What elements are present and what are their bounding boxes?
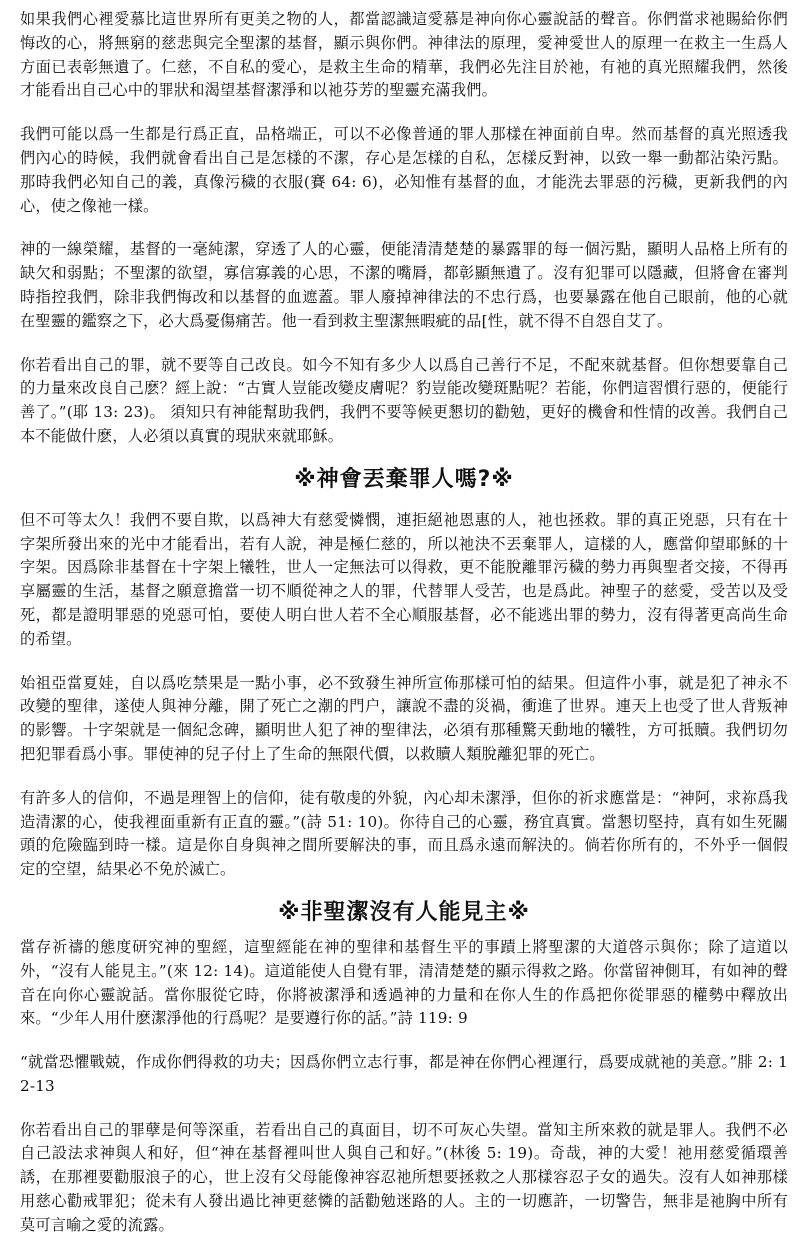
paragraph-light-of-glory: 神的一線榮耀，基督的一毫純潔，穿透了人的心靈，便能清清楚楚的暴露罪的每一個污點，顯明人品格上所有的缺欠和弱點；不聖潔的欲望，寡信寡義的心思，不潔的嘴脣，都彰顯無遺了。沒有犯罪可以隱藏，但將會在審判時指控我們，除非我們悔改和以基督的血遮蓋。罪人廢掉神律法的不忠行爲，也要暴露在他自己眼前，他的心就在聖靈的鑑察之下，必大爲憂傷痛苦。他一看到救主聖潔無暇疵的品[性，就不得不自怨自艾了。 (20, 240, 788, 330)
paragraph-do-not-wait: 你若看出自己的罪，就不要等自己改良。如今不知有多少人以爲自己善行不足，不配來就基督。但你想要靠自己的力量來改良自己麽？經上說：“古實人豈能改變皮膚呢？豹豈能改變斑點呢？若能，你們這習慣行惡的，便能行善了。”(耶 13: 23)。 須知只有神能幫助我們，我們不要等候更懇切的勸勉，更好的機會和性情的改善。我們自己本不能做什麽，人必須以真實的現狀來就耶穌。 (20, 355, 788, 445)
paragraph-intellectual-faith: 有許多人的信仰，不過是理智上的信仰，徒有敬虔的外貌，內心却未潔淨，但你的祈求應當是：“神阿，求祢爲我造清潔的心，使我裡面重新有正直的靈。”(詩 51: 10)。你待自己的心靈，務宜真實。當懇切堅持，真有如生死關頭的危險臨到時一樣。這是你自身與神之間所要解決的事，而且爲永遠而解決的。倘若你所有的，不外乎一個假定的空望，結果必不免於滅亡。 (20, 788, 788, 879)
paragraph-do-not-delay: 但不可等太久！我們不要自欺，以爲神大有慈愛憐憫，連拒絕祂恩惠的人，祂也拯救。罪的真正兇惡，只有在十字架所發出來的光中才能看出，若有人說，神是極仁慈的，所以祂決不丟棄罪人，這樣的人，應當仰望耶穌的十字架。因爲除非基督在十字架上犧牲，世人一定無法可以得救，更不能脫離罪污穢的勢力再與聖者交接，不得再享屬靈的生活，基督之願意擔當一切不順從神之人的罪，代替罪人受苦，也是爲此。神聖子的慈愛，受苦以及受死，都是證明罪惡的兇惡可怕，要使人明白世人若不全心順服基督，必不能逃出罪的勢力，沒有得著更高尚生命的希望。 (20, 510, 788, 648)
paragraph-love-of-christ: 如果我們心裡愛慕比這世界所有更美之物的人，都當認識這愛慕是神向你心靈說話的聲音。你們當求祂賜給你們悔改的心，將無窮的慈悲與完全聖潔的基督，顯示與你們。神律法的原理，愛神愛世人的原理一在救主一生爲人方面已表彰無遺了。仁慈，不自私的愛心，是救主生命的精華，我們必先注目於祂，有祂的真光照耀我們，然後才能看出自己心中的罪狀和渴望基督潔淨和以祂芬芳的聖靈充滿我們。 (20, 10, 788, 100)
document-page (20, 8, 788, 1258)
section-heading-holiness: ※非聖潔沒有人能見主※ (278, 899, 530, 925)
paragraph-philippians-quote: “就當恐懼戰兢，作成你們得救的功夫；因爲你們立志行事，都是神在你們心裡運行，爲要成就祂的美意。”腓 2: 12-13 (20, 1053, 788, 1095)
paragraph-self-righteousness: 我們可能以爲一生都是行爲正直，品格端正，可以不必像普通的罪人那樣在神面前自卑。然而基督的真光照透我們內心的時候，我們就會看出自己是怎樣的不潔，存心是怎樣的自私，怎樣反對神，以致一舉一動都沾染污點。那時我們必知自己的義，真像污穢的衣服(賽 64: 6)，必知惟有基督的血，才能洗去罪惡的污穢，更新我們的內心，使之像祂一樣。 (20, 125, 788, 215)
paragraph-adam-and-eve: 始祖亞當夏娃，自以爲吃禁果是一點小事，必不致發生神所宣佈那樣可怕的結果。但這件小事，就是犯了神永不改變的聖律，遂使人與神分離，開了死亡之潮的門户，讓說不盡的災禍，衝進了世界。連天上也受了世人背叛神的影響。十字架就是一個紀念碑，顯明世人犯了神的聖律法，必須有那種驚天動地的犧牲，方可抵贖。我們切勿把犯罪看爲小事。罪使神的兒子付上了生命的無限代價，以救贖人類脫離犯罪的死亡。 (20, 673, 788, 763)
paragraph-do-not-despair: 你若看出自己的罪孽是何等深重，若看出自己的真面目，切不可灰心失望。當知主所來救的就是罪人。我們不必自己設法求神與人和好，但“神在基督裡叫世人與自己和好。”(林後 5: 19)。奇哉，神的大愛！祂用慈愛循環善誘，在那裡要勸服浪子的心，世上沒有父母能像神容忍祂所想要拯救之人那樣容忍子女的過失。沒有人如神那樣用慈心勸戒罪犯；從未有人發出過比神更慈憐的話勸勉迷路的人。主的一切應許，一切警告，無非是祂胸中所有莫可言喻之愛的流露。 (20, 1120, 788, 1234)
section-heading-will-god-abandon-sinners: ※神會丟棄罪人嗎?※ (294, 466, 514, 492)
paragraph-study-scripture: 當存祈禱的態度研究神的聖經，這聖經能在神的聖律和基督生平的事蹟上將聖潔的大道啓示與你；除了這道以外，“沒有人能見主。”(來 12: 14)。這道能使人自覺有罪，清清楚楚的顯示得救之路。你當留神側耳，有如神的聲音在向你心靈說話。當你服從它時，你將被潔淨和透過神的力量和在你人生的作爲把你從罪惡的權勢中釋放出來。“少年人用什麽潔淨他的行爲呢？是要遵行你的話。”詩 119: 9 (20, 937, 788, 1028)
